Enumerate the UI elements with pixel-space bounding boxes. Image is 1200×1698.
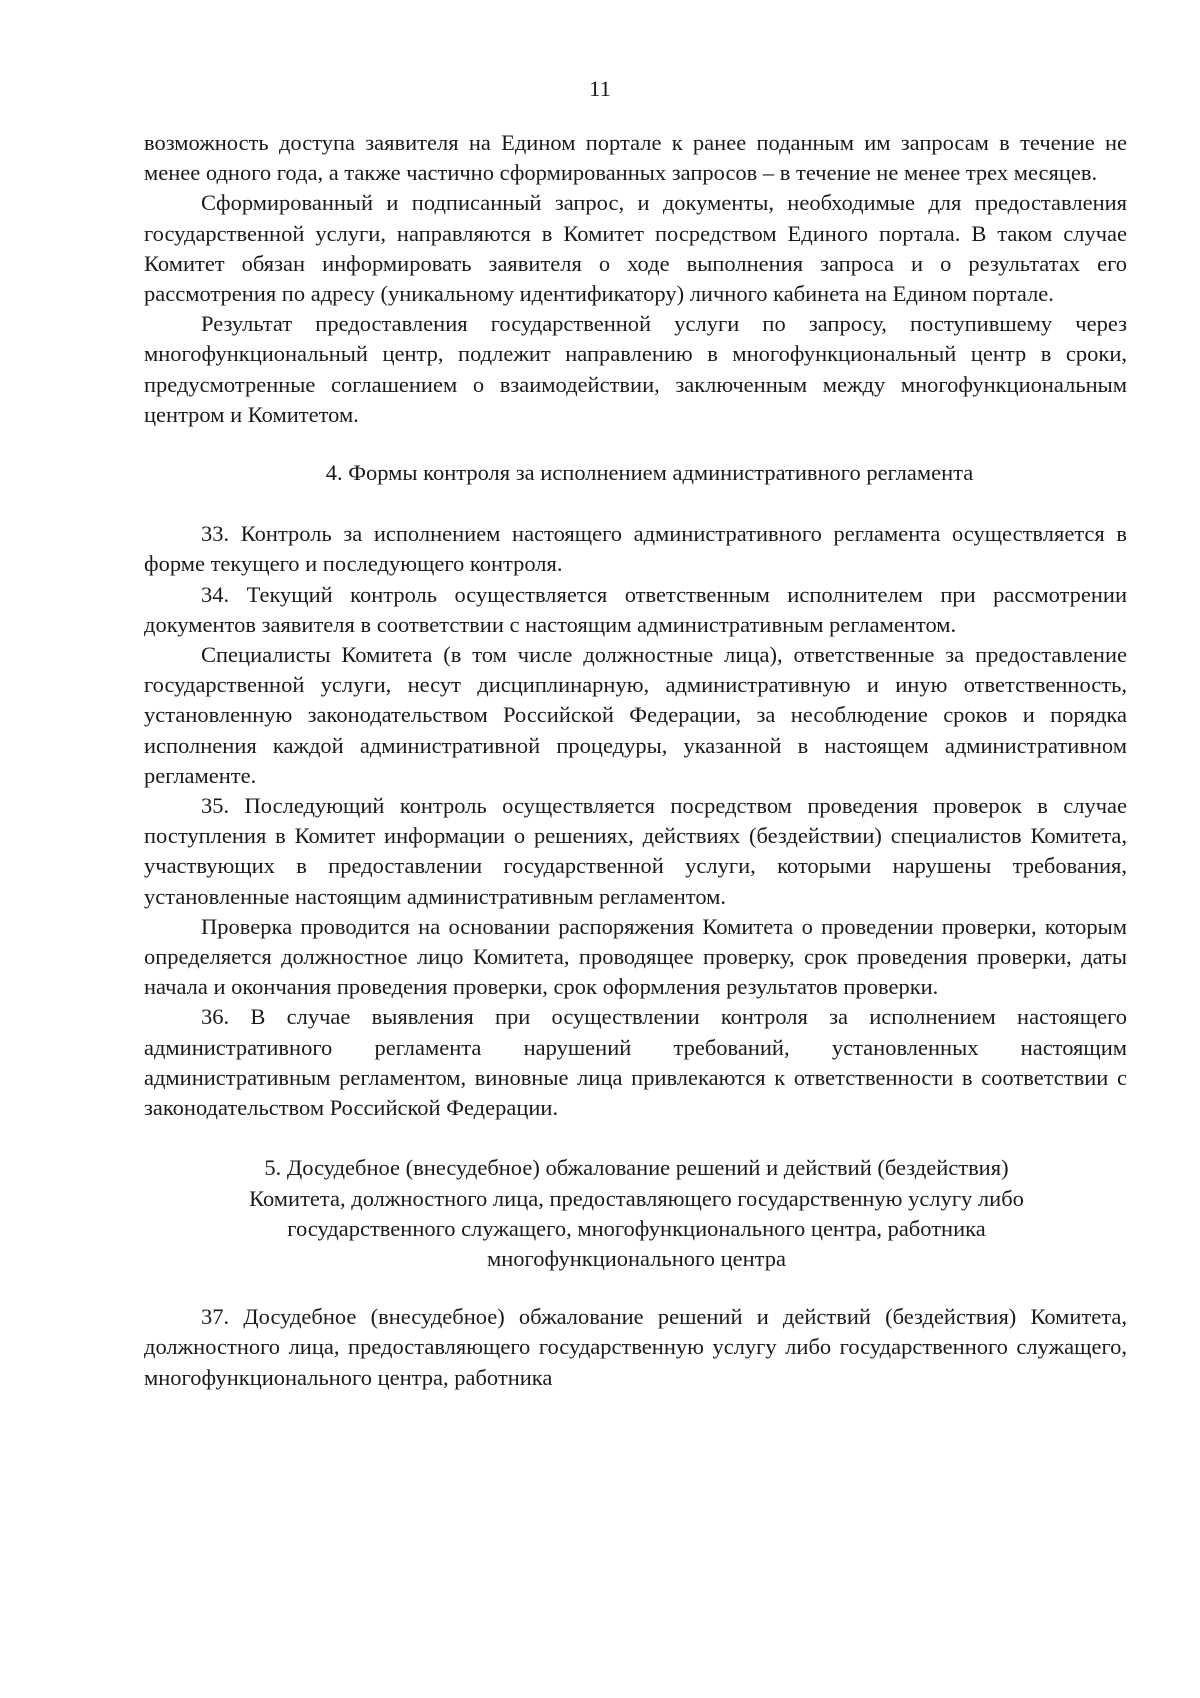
document-body xyxy=(144,128,1127,1393)
section-4-heading: 4. Формы контроля за исполнением административного регламента xyxy=(325,460,974,486)
paragraph-33: 33. Контроль за исполнением настоящего административного регламента осуществляется в форме текущего и последующего контроля. xyxy=(144,521,1127,577)
paragraph-36: 36. В случае выявления при осуществлении контроля за исполнением настоящего административного регламента нарушений требований, установленных настоящим административным регламентом, виновные лица привлекаются к ответственности в соответствии с законодательством Российской Федерации. xyxy=(144,1004,1127,1121)
section-5-heading-line: Комитета, должностного лица, предоставляющего государственную услугу либо xyxy=(249,1185,1024,1211)
section-5-heading-line: многофункционального центра xyxy=(487,1245,786,1271)
paragraph-inspection: Проверка проводится на основании распоряжения Комитета о проведении проверки, которым определяется должностное лицо Комитета, проводящее проверку, срок проведения проверки, даты начала и окончания проведения проверки, срок оформления результатов проверки. xyxy=(144,913,1127,1000)
section-5-heading-line: 5. Досудебное (внесудебное) обжалование решений и действий (бездействия) xyxy=(264,1155,1009,1181)
paragraph-specialists: Специалисты Комитета (в том числе должностные лица), ответственные за предоставление государственной услуги, несут дисциплинарную, административную и иную ответственность, установленную законодательством Российской Федерации, за несоблюдение сроков и порядка исполнения каждой административной процедуры, указанной в настоящем административном регламенте. xyxy=(144,642,1127,788)
section-5-heading-line: государственного служащего, многофункционального центра, работника xyxy=(287,1215,986,1241)
page-number: 11 xyxy=(589,76,611,101)
section-5-heading xyxy=(144,1153,1127,1274)
paragraph-formed-request: Сформированный и подписанный запрос, и документы, необходимые для предоставления государственной услуги, направляются в Комитет посредством Единого портала. В таком случае Комитет обязан информировать заявителя о ходе выполнения запроса и о результатах его рассмотрения по адресу (уникальному идентификатору) личного кабинета на Едином портале. xyxy=(144,190,1127,307)
paragraph-continuation: возможность доступа заявителя на Едином портале к ранее поданным им запросам в течение не менее одного года, а также частично сформированных запросов – в течение не менее трех месяцев. xyxy=(144,130,1127,186)
paragraph-35: 35. Последующий контроль осуществляется посредством проведения проверок в случае поступления в Комитет информации о решениях, действиях (бездействии) специалистов Комитета, участвующих в предоставлении государственной услуги, которыми нарушены требования, установленные настоящим административным регламентом. xyxy=(144,793,1127,909)
paragraph-37: 37. Досудебное (внесудебное) обжалование решений и действий (бездействия) Комитета, должностного лица, предоставляющего государственную услугу либо государственного служащего, многофункционального центра, работника xyxy=(144,1304,1127,1390)
paragraph-mfc-result: Результат предоставления государственной услуги по запросу, поступившему через многофункциональный центр, подлежит направлению в многофункциональный центр в сроки, предусмотренные соглашением о взаимодействии, заключенным между многофункциональным центром и Комитетом. xyxy=(144,311,1127,427)
paragraph-34: 34. Текущий контроль осуществляется ответственным исполнителем при рассмотрении документов заявителя в соответствии с настоящим административным регламентом. xyxy=(144,581,1127,637)
